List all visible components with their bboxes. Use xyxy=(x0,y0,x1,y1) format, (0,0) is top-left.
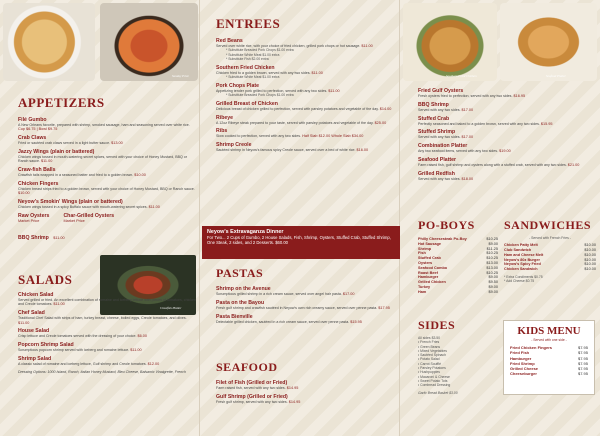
item-name: Shrimp Creole xyxy=(216,142,252,149)
item-name: Popcorn Shrimp Salad xyxy=(18,342,74,349)
item-name: Chicken Salad xyxy=(18,292,54,298)
substitute-note: * Substitute White Meat $1.00 extra xyxy=(226,75,280,80)
item-desc: Fresh gulf shrimp and crawfish sautéed in Neyow's own rich creamy sauce, served over penne pasta. $17.95 xyxy=(216,305,390,310)
sandwich-list xyxy=(504,243,596,272)
item-desc: Fresh gulf shrimp, served with any two sides. $14.95 xyxy=(216,399,301,404)
sandwiches-sub: - Served with French Fries - xyxy=(529,236,571,240)
sandwiches-section xyxy=(504,218,596,284)
appetizer-item xyxy=(18,149,196,164)
pastas-section xyxy=(216,266,394,327)
item-price: $6.00 xyxy=(137,334,147,339)
list-name: Ham xyxy=(418,289,427,294)
item-price: $14.95 xyxy=(288,399,301,404)
item-desc: Delectable grilled chicken, sautéed in a rich cream sauce, served over penne pasta. $15.95 xyxy=(216,319,362,324)
entrees-title: ENTREES xyxy=(216,16,281,31)
bbq-shrimp-row xyxy=(18,226,196,244)
seafood-platter-photo xyxy=(500,3,597,81)
list-price: $10.25 xyxy=(486,237,498,241)
list-price: $10.00 xyxy=(584,262,596,267)
item-name: Grilled Redfish xyxy=(418,170,455,177)
salad-item xyxy=(18,342,196,352)
list-name: Fish xyxy=(418,251,426,256)
kids-item-price: $7.95 xyxy=(577,345,588,350)
list-price: $10.00 xyxy=(584,243,596,248)
bbq-shrimp-price: $11.00 xyxy=(53,236,65,240)
list-name: Neyow's Spicy Fried xyxy=(504,262,541,267)
kids-item-name: Fried Shrimp xyxy=(510,360,535,366)
list-price: $10.25 xyxy=(486,251,498,256)
dressing-note: Dressing Options: 1000 Island, Ranch, Italian Honey Mustard, Bleu Cheese, Balsamic Vinaigrette, French xyxy=(18,369,186,374)
item-name: Grilled Breast of Chicken xyxy=(216,100,278,107)
item-price: $11.00 xyxy=(18,320,30,325)
item-name: Stuffed Shrimp xyxy=(418,129,456,136)
list-price: $10.25 xyxy=(486,256,498,261)
item-desc: Farm raised fish, served with any two sides. $14.95 xyxy=(216,386,299,390)
item-name: Chicken Fingers xyxy=(18,181,59,187)
kids-list xyxy=(510,345,588,377)
seafood-item xyxy=(418,102,598,112)
list-price: $13.00 xyxy=(486,265,498,270)
entree-item xyxy=(216,83,394,98)
item-name: Gulf Shrimp (Grilled or Fried) xyxy=(216,393,288,400)
item-desc: Served grilled or fried. An excellent combination of romaine and iceberg lettuce with pieces of tomatoes, chicken and Creole tomatoes. $11.00 xyxy=(18,298,196,307)
entree-item xyxy=(216,142,394,152)
seafood-item xyxy=(418,157,598,167)
item-desc: Delicious breast of chicken grilled to perfection, served with parsley potatoes and vegetable of the day. $14.00 xyxy=(216,106,392,111)
char-oysters-price: Market Price xyxy=(63,219,85,223)
side-item: • Sweet Potato Tots xyxy=(418,378,448,383)
item-desc: Fried or sautéed crab claws served in a light butter sauce. $13.00 xyxy=(18,141,123,146)
poboy-list xyxy=(418,237,498,295)
entree-list xyxy=(216,38,394,153)
substitute-note: * Substitute White Meat $1.00 extra xyxy=(226,52,280,57)
list-name: Shrimp xyxy=(418,246,432,251)
item-price: $11.00 xyxy=(53,302,65,307)
item-desc: Crawfish tails wrapped in a seasoned batter and fried to a golden brown. $10.00 xyxy=(18,173,146,178)
list-price: $10.00 xyxy=(584,267,596,272)
item-name: BBQ Shrimp xyxy=(418,101,449,108)
item-desc: Chicken fried to a golden brown, served with any two sides. $11.00 xyxy=(216,70,323,75)
kids-item-price: $7.95 xyxy=(577,350,588,356)
raw-oysters-name: Raw Oysters xyxy=(18,213,50,219)
crab-caption: Sunday Prize xyxy=(172,74,189,78)
crawfish-caption: Crawfish Platter xyxy=(160,306,182,310)
item-name: Ribeye xyxy=(216,114,234,121)
side-item: • Mixed Vegetables xyxy=(418,348,447,353)
seafood-item xyxy=(418,116,598,126)
kids-item-name: Fried Fish xyxy=(510,350,530,356)
kids-item-name: Cheeseburger xyxy=(510,371,537,377)
list-name: Neyow's 80z Burger xyxy=(504,257,540,262)
sides-list xyxy=(418,340,498,387)
left-column xyxy=(0,0,200,436)
list-price: $9.50 xyxy=(488,280,498,285)
extravaganza-banner xyxy=(202,226,400,259)
list-name: Oysters xyxy=(418,260,433,265)
salads-section xyxy=(18,292,196,374)
item-price: $25.00 xyxy=(374,120,387,125)
item-name: Crab Claws xyxy=(18,135,47,142)
list-price: $10.00 xyxy=(584,257,596,262)
item-desc: A classic salad of romaine and iceberg lettuce, Gulf shrimp and Creole tomatoes. $12.00 xyxy=(18,362,160,366)
seafood-list xyxy=(216,380,394,404)
middle-column xyxy=(200,0,400,436)
item-price: $15.95 xyxy=(350,319,362,324)
side-item: • Macaroni & Cheese xyxy=(418,374,450,379)
list-price: $10.00 xyxy=(584,252,596,257)
sides-note: Garlic Bread Basket $3.00 xyxy=(418,390,458,395)
right-seafood-list xyxy=(418,88,598,181)
kids-item-name: Grilled Cheese xyxy=(510,366,539,372)
seafood-item xyxy=(216,394,394,404)
item-price: Cup $6.75 | Bowl $9.75 xyxy=(18,127,58,132)
item-desc: Chicken breast strips fried to a golden brown, served with your choice of Honey Mustard, BBQ or Ranch sauce. $10.00 xyxy=(18,187,195,196)
salad-list xyxy=(18,292,196,366)
list-name: Grilled Chicken xyxy=(418,280,446,285)
item-desc: Sautéed shrimp in Neyow's famous spicy Creole sauce, served over a bed of white rice. $16.00 xyxy=(216,148,369,153)
item-price: $17.00 xyxy=(461,107,474,112)
list-name: Stuffed Crab xyxy=(418,256,441,261)
item-name: Craw-fish Balls xyxy=(18,167,56,174)
item-price: $14.00 xyxy=(379,106,392,111)
item-price: $12.00 xyxy=(147,362,160,366)
item-desc: Served with any two sides. $18.00 xyxy=(418,176,474,181)
appetizer-item xyxy=(18,135,196,145)
seafood-item xyxy=(418,129,598,139)
sides-title: SIDES xyxy=(418,318,456,332)
list-name: Hot Sausage xyxy=(418,241,441,246)
salads-title: SALADS xyxy=(18,272,73,287)
item-desc: Served over white rice, with your choice of fried chicken, grilled pork chops or hot sausage. $11.00 xyxy=(216,44,373,48)
item-name: Chef Salad xyxy=(18,310,45,317)
item-price: $18.00 xyxy=(461,176,474,181)
item-price: $11.00 xyxy=(311,70,323,75)
list-name: Chicken Sandwich xyxy=(504,267,538,272)
item-desc: Any two seafood items, served with any two sides. $19.00 xyxy=(418,149,511,154)
side-item: • Green Beans xyxy=(418,344,441,349)
sandwich-extra: * Add Cheese $0.75 xyxy=(504,279,535,284)
appetizers-section xyxy=(18,95,196,244)
item-desc: Served with any two sides. $17.00 xyxy=(418,107,474,112)
extravaganza-desc: For Two... 2 Cups of Gumbo, 2 House Salads, Fish, Shrimp, Oysters, Stuffed Crab, Stuffed Shrimp, One Steak, 2 sides, and 2 Desserts. $60.00 xyxy=(207,235,391,245)
item-price: $11.00 xyxy=(361,44,373,48)
item-name: Neyow's Smokin' Wings (plain or battered) xyxy=(18,199,123,206)
side-item: • Combread Dressing xyxy=(418,383,451,388)
item-name: Fried Gulf Oysters xyxy=(418,88,464,94)
item-name: Combination Platter xyxy=(418,143,468,150)
list-price: $11.25 xyxy=(486,246,498,251)
sides-section xyxy=(418,318,498,395)
seafood-section xyxy=(216,360,394,408)
kids-title: KIDS MENU xyxy=(517,325,581,337)
list-name: Chicken Patty Melt xyxy=(504,243,538,248)
item-price: $17.00 xyxy=(342,292,355,296)
kids-item xyxy=(510,371,588,376)
side-item: • Sautéed Spinach xyxy=(418,353,446,358)
kids-item-price: $7.95 xyxy=(577,360,588,366)
seafood-item xyxy=(418,88,598,98)
kids-item-name: Hamburger xyxy=(510,355,532,361)
list-price: $10.25 xyxy=(486,270,498,275)
item-desc: Scrumptious grilled shrimp in a rich cream sauce, served over angel hair pasta. $17.00 xyxy=(216,292,355,296)
item-price: $17.00 xyxy=(461,135,474,140)
substitute-note: * Substitute Breaded Pork Chops $1.00 extra xyxy=(226,93,294,98)
item-desc: Appetizing tender pork grilled to perfection, served with any two sides. $11.00 xyxy=(216,88,340,93)
salads-header xyxy=(18,272,98,288)
item-desc: A New Orleans favorite, prepared with shrimp, smoked sausage, ham and seasoning served over white rice. Cup $6.75 | Bowl $9.75 xyxy=(18,123,190,132)
pastas-title: PASTAS xyxy=(216,266,264,280)
appetizer-list xyxy=(18,117,196,210)
item-price: $11.00 xyxy=(40,159,53,164)
crab-photo xyxy=(100,3,198,81)
sides-intro: All sides $3.50 xyxy=(418,336,441,340)
pasta-item xyxy=(216,314,394,324)
item-name: Pasta Bienville xyxy=(216,313,253,320)
gumbo-photo xyxy=(3,3,95,81)
list-name: Ham and Cheese Melt xyxy=(504,252,544,257)
raw-oysters-price: Market Price xyxy=(18,219,40,223)
item-price: $11.00 xyxy=(130,348,142,353)
side-item: • Carrot Soufflé xyxy=(418,361,441,366)
sandwiches-title: SANDWICHES xyxy=(504,218,592,232)
list-price: $9.00 xyxy=(488,284,498,289)
entree-item xyxy=(216,65,394,80)
item-name: House Salad xyxy=(18,328,50,335)
item-name: Filet of Fish (Grilled or Fried) xyxy=(216,380,288,386)
item-price: $19.00 xyxy=(499,149,511,154)
salad-item xyxy=(18,310,196,325)
salad-item xyxy=(18,356,196,366)
list-name: Seafood Combo xyxy=(418,265,448,270)
entrees-section xyxy=(216,16,394,156)
entree-item xyxy=(216,115,394,125)
sandwich-extras xyxy=(504,275,596,284)
list-price: $10.00 xyxy=(584,248,596,253)
item-price: $17.95 xyxy=(378,305,390,310)
item-price: $14.95 xyxy=(286,386,299,390)
list-name: Philly Cheesesteak Po-Boy xyxy=(418,237,467,241)
item-desc: Farm raised fish, gulf shrimp and oysters along with a stuffed crab, served with any two sides. $21.00 xyxy=(418,162,580,167)
item-name: Shrimp on the Avenue xyxy=(216,286,271,292)
seafood-item xyxy=(216,380,394,390)
entree-item xyxy=(216,101,394,111)
item-name: Stuffed Crab xyxy=(418,115,450,122)
shrimp-caption: Seafood Platter xyxy=(546,74,566,78)
item-desc: Slow cooked to perfection, served with any two sides. Half Slab $12.00 Whole Slab $34.00 xyxy=(216,134,364,139)
item-price: Half Slab $12.00 Whole Slab $34.00 xyxy=(302,134,364,139)
substitute-note: * Substitute Fish $2.00 extra xyxy=(226,57,269,61)
entree-item xyxy=(216,128,394,138)
item-desc: A 12oz Ribeye steak prepared to your taste, served with parsley potatoes and vegetable of the day. $25.00 xyxy=(216,120,387,125)
appetizer-item xyxy=(18,167,196,177)
extravaganza-title: Neyow's Extravaganza Dinner xyxy=(207,229,284,235)
salad-item xyxy=(18,328,196,338)
sandwich-extra: * Extra Condiments $0.75 xyxy=(504,275,543,280)
item-name: Red Beans xyxy=(216,38,243,44)
item-desc: Served with any two sides. $17.00 xyxy=(418,135,474,140)
list-price: $9.00 xyxy=(488,275,498,280)
substitute-note: * Substitute Breaded Pork Chops $1.00 extra xyxy=(226,48,294,53)
fried-chicken-photo xyxy=(403,3,497,81)
fish-caption: Southern Fried Chicken xyxy=(446,74,477,78)
kids-item-price: $7.95 xyxy=(577,366,588,372)
kids-item-name: Fried Chicken Fingers xyxy=(510,345,553,350)
item-desc: Scrumptious popcorn shrimp served with iceberg and romaine lettuce. $11.00 xyxy=(18,348,142,353)
seafood-title: SEAFOOD xyxy=(216,360,278,374)
seafood-item xyxy=(418,171,598,181)
list-name: Hamburger xyxy=(418,275,439,280)
item-desc: Chicken wings tossed in mouth-watering secret spices, served with your choice of Honey Mustard, BBQ or Ranch sauce. $11.00 xyxy=(18,155,187,164)
item-name: Pork Chops Plate xyxy=(216,82,259,89)
sandwich-item xyxy=(504,267,596,272)
pasta-list xyxy=(216,286,394,324)
item-price: $16.95 xyxy=(513,94,526,98)
kids-item-price: $7.95 xyxy=(577,371,588,377)
entree-item xyxy=(216,38,394,61)
item-desc: Perfectly seasoned and baked to a golden brown, served with any two sides. $15.95 xyxy=(418,121,553,126)
item-desc: Traditional Chef Salad with strips of ham, turkey breast, cheese, boiled eggs, Creole tomatoes, and olives. $11.00 xyxy=(18,316,187,325)
item-price: $10.00 xyxy=(134,173,146,178)
poboys-section xyxy=(418,218,498,295)
right-seafood-section xyxy=(418,88,598,185)
appetizer-item xyxy=(18,199,196,209)
side-item: • Parsley Potatoes xyxy=(418,366,446,371)
appetizer-item xyxy=(18,117,196,132)
pasta-item xyxy=(216,300,394,310)
item-name: Shrimp Salad xyxy=(18,356,52,362)
item-desc: Fresh oysters fried to perfection, served with any two sides. $16.95 xyxy=(418,94,526,98)
char-oysters-name: Char-Grilled Oysters xyxy=(63,213,115,219)
item-price: $16.00 xyxy=(356,148,369,153)
pasta-item xyxy=(216,286,394,296)
item-name: Seafood Platter xyxy=(418,156,457,163)
item-name: Jazzy Wings (plain or battered) xyxy=(18,149,95,155)
side-item: • French Fries xyxy=(418,340,440,345)
list-name: Club Sandwich xyxy=(504,248,532,253)
item-price: $13.00 xyxy=(111,141,123,146)
item-name: Ribs xyxy=(216,128,228,135)
item-price: $10.00 xyxy=(18,191,30,196)
side-item: • Hushpuppies xyxy=(418,370,440,375)
item-price: $11.00 xyxy=(328,88,340,93)
list-price: $9.00 xyxy=(488,289,498,294)
list-price: $13.00 xyxy=(486,260,498,265)
kids-menu xyxy=(503,320,595,395)
item-name: Pasta on the Bayou xyxy=(216,299,265,306)
item-name: Southern Fried Chicken xyxy=(216,64,275,71)
salad-item xyxy=(18,292,196,307)
oysters-row xyxy=(18,213,196,223)
list-price: $9.00 xyxy=(488,241,498,246)
poboy-item xyxy=(418,290,498,295)
item-price: $15.95 xyxy=(540,121,553,126)
item-price: $11.00 xyxy=(148,205,160,210)
appetizers-title: APPETIZERS xyxy=(18,95,105,110)
kids-item-price: $7.95 xyxy=(577,355,588,361)
item-desc: Chicken wings tossed in a spicy Buffalo sauce with mouth-watering secret spices. $11.00 xyxy=(18,205,160,210)
bbq-shrimp-name: BBQ Shrimp xyxy=(18,235,49,241)
item-desc: Crisp lettuce and Creole tomatoes served with the dressing of your choice. $6.00 xyxy=(18,334,147,339)
poboys-title: PO-BOYS xyxy=(418,218,475,232)
seafood-item xyxy=(418,143,598,153)
list-name: Roast Beef xyxy=(418,270,438,275)
list-name: Turkey xyxy=(418,284,431,289)
appetizer-item xyxy=(18,181,196,196)
item-price: $21.00 xyxy=(567,162,580,167)
item-name: Filé Gumbo xyxy=(18,117,47,123)
kids-sub: - Served with one side - xyxy=(531,338,567,342)
side-item: • Potato Salad xyxy=(418,357,440,362)
